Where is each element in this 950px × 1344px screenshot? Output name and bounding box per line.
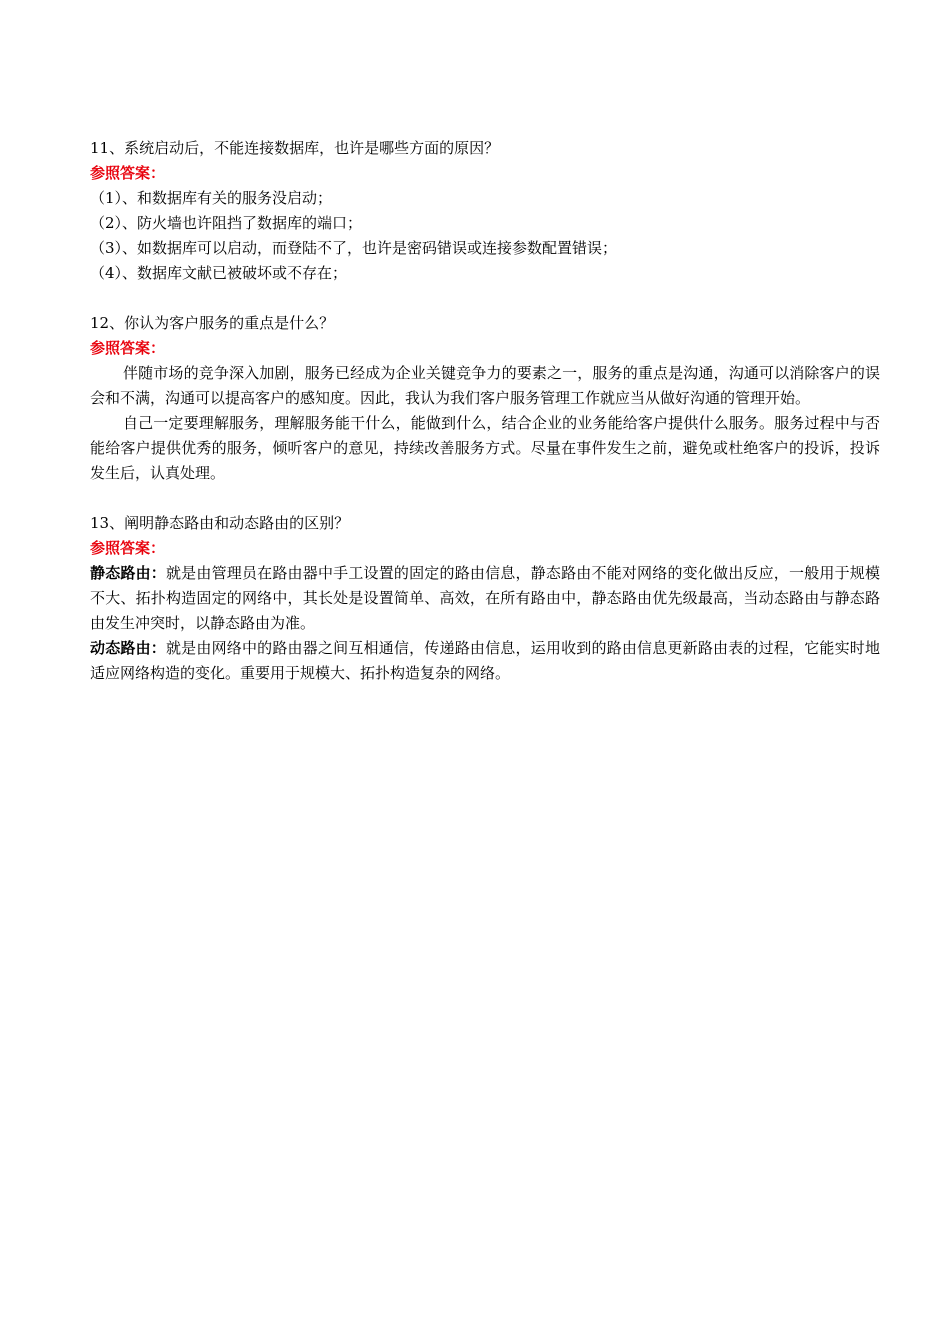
dynamic-routing-text: 就是由网络中的路由器之间互相通信，传递路由信息，运用收到的路由信息更新路由表的过程，它能实时地适应网络构造的变化。重要用于规模大、拓扑构造复杂的网络。: [90, 639, 880, 682]
question-11-item-3: （3）、如数据库可以启动，而登陆不了，也许是密码错误或连接参数配置错误；: [90, 239, 618, 257]
question-11-answer-label: 参照答案：: [90, 164, 166, 182]
question-13-answer-label: 参照答案：: [90, 539, 166, 557]
spacer: [90, 286, 880, 311]
question-13-title: 13、阐明静态路由和动态路由的区别？: [90, 514, 350, 532]
dynamic-routing-term: 动态路由：: [90, 639, 166, 657]
dynamic-routing-paragraph: [90, 636, 880, 686]
spacer: [90, 486, 880, 511]
question-11-item-2: （2）、防火墙也许阻挡了数据库的端口；: [90, 214, 363, 232]
question-12-paragraph-1: 伴随市场的竞争深入加剧，服务已经成为企业关键竞争力的要素之一，服务的重点是沟通，沟通可以消除客户的误会和不满，沟通可以提高客户的感知度。因此，我认为我们客户服务管理工作就应当从做好沟通的管理开始。: [90, 364, 880, 407]
question-11-item-4: （4）、数据库文献已被破坏或不存在；: [90, 264, 348, 282]
question-12: [90, 311, 880, 486]
question-12-paragraph-2: 自己一定要理解服务，理解服务能干什么，能做到什么，结合企业的业务能给客户提供什么服务。服务过程中与否能给客户提供优秀的服务，倾听客户的意见，持续改善服务方式。尽量在事件发生之前，避免或杜绝客户的投诉，投诉发生后，认真处理。: [90, 414, 880, 482]
question-12-answer-label: 参照答案：: [90, 339, 166, 357]
static-routing-paragraph: [90, 561, 880, 636]
question-12-title: 12、你认为客户服务的重点是什么？: [90, 314, 335, 332]
question-11: [90, 136, 880, 286]
static-routing-text: 就是由管理员在路由器中手工设置的固定的路由信息，静态路由不能对网络的变化做出反应，一般用于规模不大、拓扑构造固定的网络中，其长处是设置简单、高效，在所有路由中，静态路由优先级最高，当动态路由与静态路由发生冲突时，以静态路由为准。: [90, 564, 880, 632]
question-11-item-1: （1）、和数据库有关的服务没启动；: [90, 189, 333, 207]
document-page: [90, 136, 880, 686]
static-routing-term: 静态路由：: [90, 564, 166, 582]
question-13: [90, 511, 880, 686]
question-11-title: 11、系统启动后，不能连接数据库，也许是哪些方面的原因？: [90, 139, 500, 157]
